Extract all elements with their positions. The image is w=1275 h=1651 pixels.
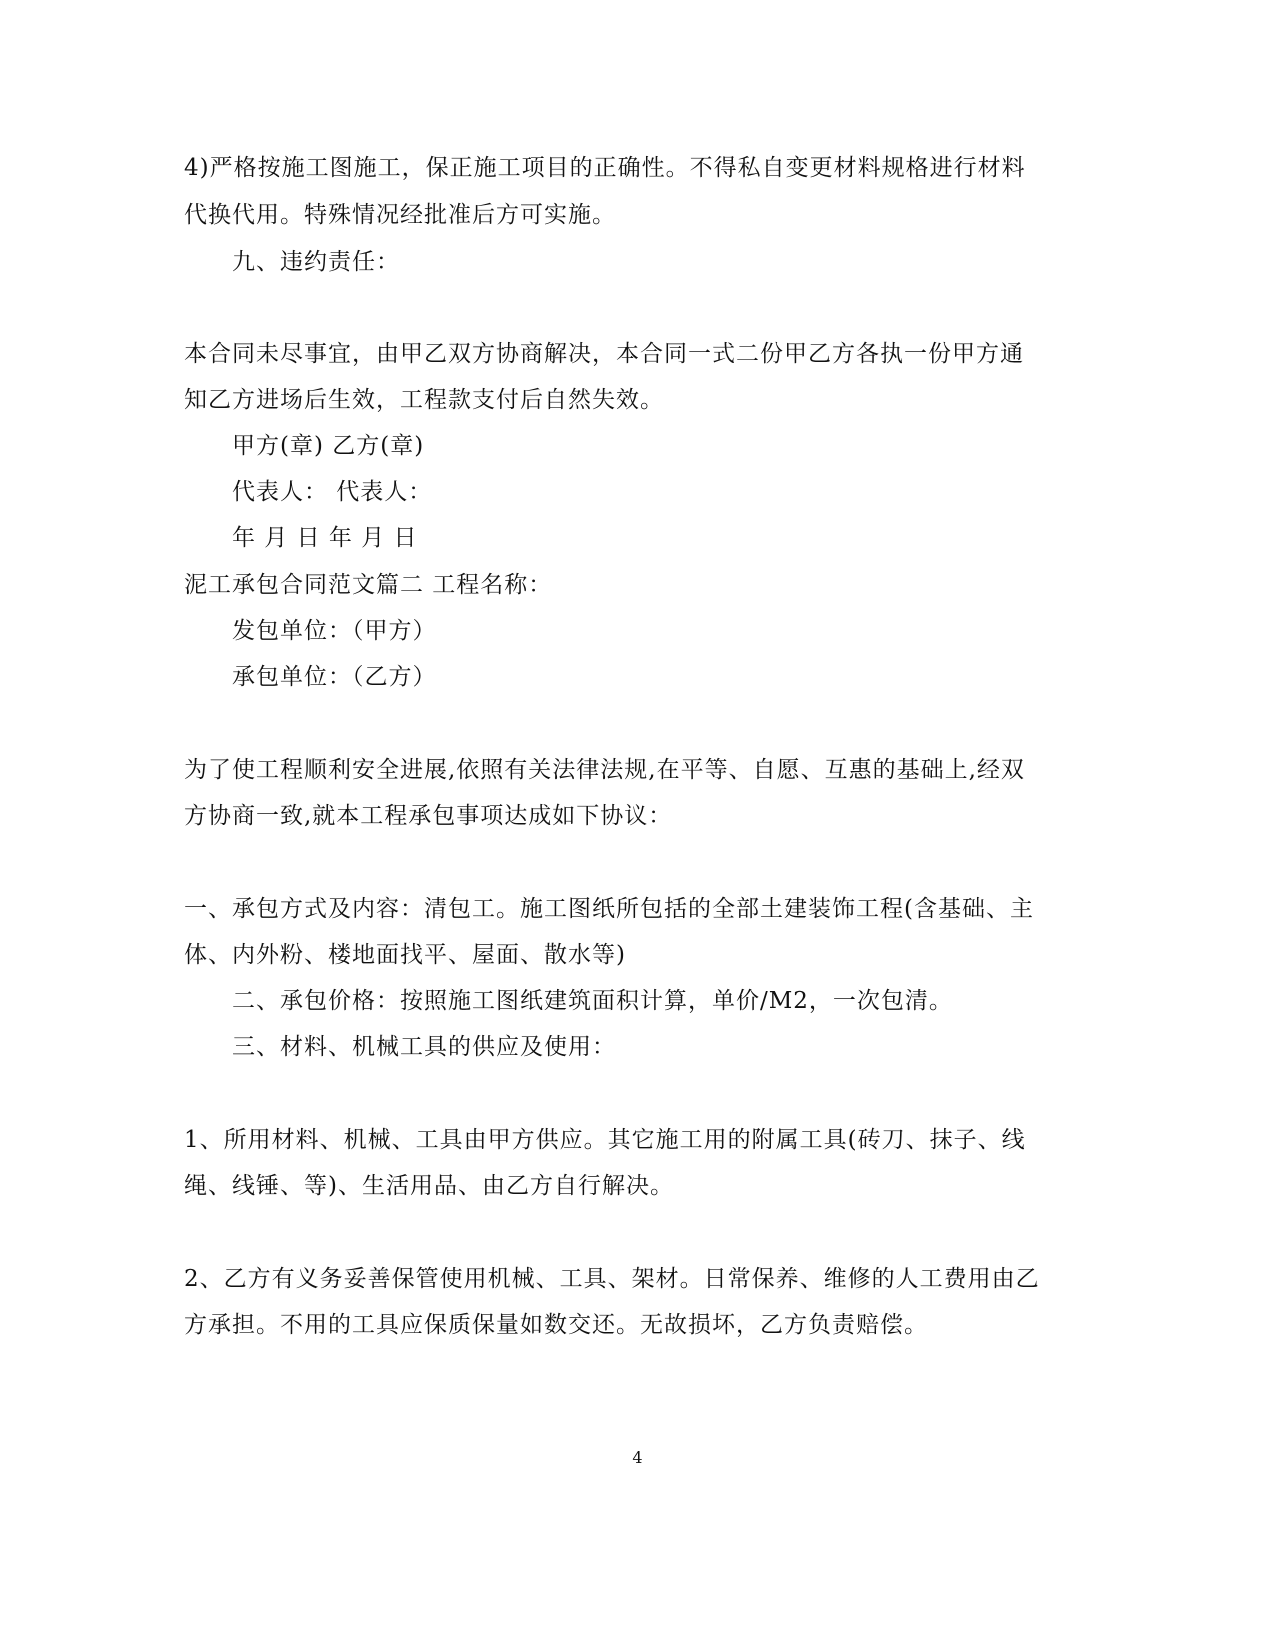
employer-line: 发包单位：（甲方） <box>232 618 437 644</box>
signature-seal-line: 甲方(章) 乙方(章) <box>232 433 425 459</box>
clause-line: 2、乙方有义务妥善保管使用机械、工具、架材。日常保养、维修的人工费用由乙 <box>184 1266 1040 1292</box>
contractor-line: 承包单位：（乙方） <box>232 664 437 690</box>
paragraph-line: 本合同未尽事宜，由甲乙双方协商解决，本合同一式二份甲乙方各执一份甲方通 <box>184 341 1024 367</box>
paragraph-line: 4)严格按施工图施工，保正施工项目的正确性。不得私自变更材料规格进行材料 <box>184 155 1026 181</box>
clause-line: 绳、线锤、等)、生活用品、由乙方自行解决。 <box>184 1173 674 1199</box>
page-number: 4 <box>632 1448 643 1467</box>
clause-heading: 三、材料、机械工具的供应及使用： <box>232 1034 616 1060</box>
signature-date-line: 年 月 日 年 月 日 <box>232 525 418 551</box>
paragraph-line: 代换代用。特殊情况经批准后方可实施。 <box>184 202 616 228</box>
paragraph-line: 方协商一致,就本工程承包事项达成如下协议： <box>184 803 673 829</box>
clause-line: 体、内外粉、楼地面找平、屋面、散水等) <box>184 942 626 968</box>
clause-line: 方承担。不用的工具应保质保量如数交还。无故损坏，乙方负责赔偿。 <box>184 1312 928 1338</box>
document-title-line: 泥工承包合同范文篇二 工程名称： <box>184 572 553 598</box>
section-heading-breach: 九、违约责任： <box>232 249 400 275</box>
signature-representative-line: 代表人： 代表人： <box>232 479 433 505</box>
clause-line: 一、承包方式及内容：清包工。施工图纸所包括的全部土建装饰工程(含基础、主 <box>184 896 1034 922</box>
paragraph-line: 知乙方进场后生效，工程款支付后自然失效。 <box>184 387 664 413</box>
clause-line: 二、承包价格：按照施工图纸建筑面积计算，单价/M2，一次包清。 <box>232 988 953 1014</box>
paragraph-line: 为了使工程顺利安全进展,依照有关法律法规,在平等、自愿、互惠的基础上,经双 <box>184 757 1025 783</box>
clause-line: 1、所用材料、机械、工具由甲方供应。其它施工用的附属工具(砖刀、抹子、线 <box>184 1127 1026 1153</box>
